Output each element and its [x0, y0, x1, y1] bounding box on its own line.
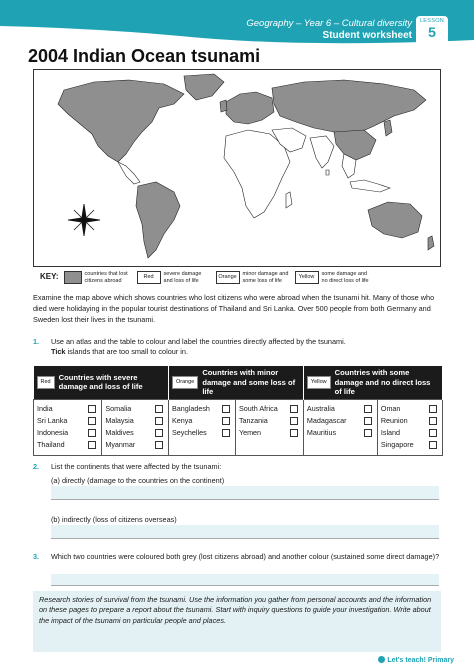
page-title: 2004 Indian Ocean tsunami: [28, 46, 261, 66]
country-row: [105, 439, 165, 451]
orange-swatch: Orange: [216, 271, 240, 284]
grey-swatch: [64, 271, 82, 284]
country-row: [37, 427, 98, 439]
tick-checkbox[interactable]: [155, 417, 163, 425]
question-number: 3.: [33, 552, 40, 561]
country-name: South Africa: [238, 404, 278, 413]
lesson-number: 5: [428, 24, 436, 40]
question-2a: [33, 476, 443, 486]
tick-checkbox[interactable]: [429, 429, 437, 437]
brand-logo-icon: [378, 656, 385, 663]
question-1: [33, 337, 443, 358]
table-header-yellow: [303, 366, 442, 399]
country-name: Bangladesh: [171, 404, 210, 413]
tick-checkbox[interactable]: [222, 429, 230, 437]
header-subtitle: Geography – Year 6 – Cultural diversity: [246, 18, 412, 29]
header-tag: Red: [37, 376, 55, 390]
country-name: Sri Lanka: [37, 416, 68, 425]
country-name: Yemen: [238, 428, 262, 437]
tick-checkbox[interactable]: [222, 405, 230, 413]
country-name: Myanmar: [105, 440, 136, 449]
header-banner: [0, 0, 474, 44]
question-number: 2.: [33, 462, 40, 471]
header-tag: Yellow: [307, 376, 331, 390]
research-task-box: Research stories of survival from the tsunami. Use the information you gather from personal accounts and the information on these pages to prepare a report about the tsunami. Start with inquiry questions to guide your investigation. Write about the impact of the tsunami on particular people and places.: [33, 591, 441, 652]
key-item-yellow: [295, 271, 370, 284]
key-item-red: [137, 271, 212, 284]
country-group: [34, 399, 102, 455]
country-name: Malaysia: [105, 416, 134, 425]
yellow-swatch: Yellow: [295, 271, 319, 284]
country-row: [172, 415, 232, 427]
country-name: Tanzania: [238, 416, 268, 425]
world-map-illustration: [34, 70, 439, 267]
question-2: [33, 462, 443, 472]
intro-paragraph: Examine the map above which shows countries who lost citizens who were abroad when the tsunami hit. Many of those who died were holidaying in the popular tourist destinations of Thailand and Sri Lanka. Over 500 people from both Germany and Sweden lost their lives in the tsunami.: [33, 293, 435, 324]
tick-checkbox[interactable]: [290, 405, 298, 413]
key-item-grey: [64, 271, 133, 284]
question-part-a: (a) directly (damage to the countries on the continent): [51, 476, 225, 485]
tick-checkbox[interactable]: [429, 405, 437, 413]
country-group: [377, 399, 442, 455]
world-map: [33, 69, 441, 288]
header-text: Countries with some damage and no direct loss of life: [334, 368, 431, 396]
answer-line-3[interactable]: [51, 585, 439, 586]
country-group: [235, 399, 303, 455]
question-3: [33, 552, 443, 562]
compass-rose-icon: [68, 204, 100, 236]
tick-checkbox[interactable]: [290, 417, 298, 425]
countries-table: [33, 366, 443, 456]
tick-checkbox[interactable]: [364, 429, 372, 437]
country-row: [381, 415, 439, 427]
header-tag: Orange: [172, 376, 198, 390]
lesson-label: LESSON: [419, 18, 445, 24]
country-group: [168, 399, 235, 455]
map-key: [33, 266, 441, 288]
country-group: [102, 399, 169, 455]
tick-checkbox[interactable]: [88, 405, 96, 413]
country-name: India: [37, 404, 53, 413]
question-text: List the continents that were affected by the tsunami:: [51, 462, 222, 471]
country-name: Seychelles: [171, 428, 207, 437]
red-swatch: Red: [137, 271, 161, 284]
country-name: Madagascar: [306, 416, 347, 425]
country-name: Oman: [380, 404, 401, 413]
country-name: Maldives: [105, 428, 134, 437]
answer-line-2b[interactable]: [51, 538, 439, 539]
key-label: countries that lost citizens abroad: [84, 271, 128, 284]
tick-checkbox[interactable]: [155, 429, 163, 437]
question-bold: Tick: [51, 347, 66, 357]
tick-checkbox[interactable]: [364, 405, 372, 413]
footer-brand: [378, 656, 454, 664]
tick-checkbox[interactable]: [88, 429, 96, 437]
country-name: Thailand: [37, 440, 65, 449]
country-group: [303, 399, 377, 455]
country-name: Kenya: [171, 416, 193, 425]
tick-checkbox[interactable]: [155, 405, 163, 413]
country-row: [381, 403, 439, 415]
country-row: [37, 403, 98, 415]
country-row: [239, 415, 300, 427]
country-row: [239, 403, 300, 415]
country-name: Island: [380, 428, 401, 437]
country-row: [172, 427, 232, 439]
header-text: Countries with minor damage and some loss of life: [202, 368, 296, 396]
header-text: Countries with severe damage and loss of life: [58, 372, 143, 392]
country-row: [105, 427, 165, 439]
tick-checkbox[interactable]: [429, 417, 437, 425]
table-header-orange: [168, 366, 303, 399]
question-number: 1.: [33, 337, 40, 346]
question-text: Use an atlas and the table to colour and label the countries directly affected by the tsunami.: [51, 337, 346, 346]
tick-checkbox[interactable]: [222, 417, 230, 425]
country-name: Australia: [306, 404, 335, 413]
answer-band: [51, 486, 439, 500]
country-row: [381, 427, 439, 439]
country-row: [105, 415, 165, 427]
brand-name: Let's teach! Primary: [387, 657, 454, 664]
key-title: KEY:: [40, 272, 59, 282]
table-header-red: [34, 366, 169, 399]
tick-checkbox[interactable]: [88, 417, 96, 425]
tick-checkbox[interactable]: [155, 441, 163, 449]
country-name: Mauritius: [306, 428, 337, 437]
country-name: Reunion: [380, 416, 408, 425]
country-row: [307, 403, 374, 415]
question-text-cont: islands that are too small to colour in.: [67, 347, 188, 357]
country-name: Singapore: [380, 440, 414, 449]
country-row: [381, 439, 439, 451]
key-label: severe damage and loss of life: [163, 271, 202, 284]
question-2b: [33, 515, 443, 525]
country-name: Indonesia: [37, 428, 69, 437]
key-item-orange: [216, 271, 291, 284]
question-part-b: (b) indirectly (loss of citizens overseas): [51, 515, 177, 524]
key-label: minor damage and some loss of life: [242, 271, 289, 284]
lesson-badge: [416, 16, 448, 46]
tick-checkbox[interactable]: [290, 429, 298, 437]
country-name: Somalia: [105, 404, 132, 413]
country-row: [307, 415, 374, 427]
country-row: [239, 427, 300, 439]
answer-band: [51, 525, 439, 539]
country-row: [105, 403, 165, 415]
question-text: Which two countries were coloured both grey (lost citizens abroad) and another colour (sustained some direct damage)?: [51, 552, 440, 561]
country-row: [172, 403, 232, 415]
tick-checkbox[interactable]: [364, 417, 372, 425]
key-label: some damage and no direct loss of life: [321, 271, 369, 284]
header-title: Student worksheet: [322, 30, 412, 41]
country-row: [307, 427, 374, 439]
answer-line-2a[interactable]: [51, 499, 439, 500]
country-row: [37, 415, 98, 427]
tick-checkbox[interactable]: [88, 441, 96, 449]
country-row: [37, 439, 98, 451]
tick-checkbox[interactable]: [429, 441, 437, 449]
